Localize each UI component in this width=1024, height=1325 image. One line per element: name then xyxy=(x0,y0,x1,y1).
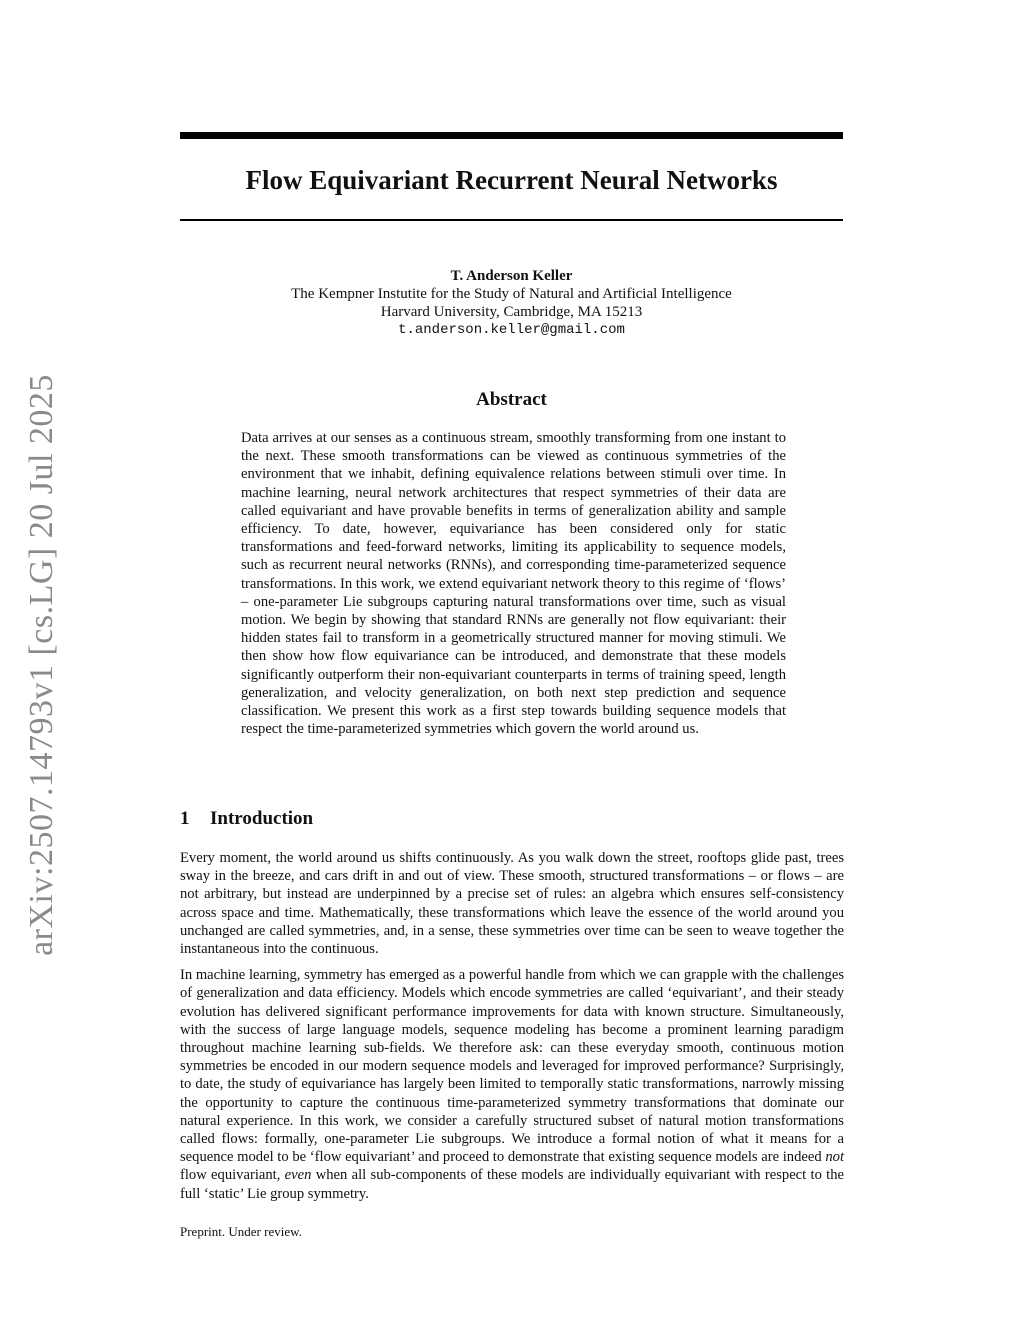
title-bottom-rule xyxy=(180,219,843,221)
introduction-body xyxy=(180,849,844,1211)
abstract-body: Data arrives at our senses as a continuous stream, smoothly transforming from one instant to the next. These smooth transformations can be viewed as continuous symmetries of the environment that we inhabit, defining equivalence relations between stimuli over time. In machine learning, neural network architectures that respect symmetries of their data are called equivariant and have provable benefits in terms of generalization ability and sample efficiency. To date, however, equivariance has been considered only for static transformations and feed-forward networks, limiting its applicability to sequence models, such as recurrent neural networks (RNNs), and corresponding time-parameterized sequence transformations. In this work, we extend equivariant network theory to this regime of ‘flows’ – one-parameter Lie subgroups capturing natural transformations over time, such as visual motion. We begin by showing that standard RNNs are generally not flow equivariant: their hidden states fail to transform in a geometrically structured manner for moving stimuli. We then show how flow equivariance can be introduced, and demonstrate that these models significantly outperform their non-equivariant counterparts in terms of training speed, length generalization, and velocity generalization, on both next step prediction and sequence classification. We present this work as a first step towards building sequence models that respect the time-parameterized symmetries which govern the world around us. xyxy=(241,430,786,738)
abstract-heading: Abstract xyxy=(476,389,547,410)
intro-paragraph-2-part-b: flow equivariant, xyxy=(180,1167,285,1184)
author-block xyxy=(180,267,843,339)
preprint-footer-note: Preprint. Under review. xyxy=(180,1224,302,1239)
author-affiliation-institute: The Kempner Instutite for the Study of Natural and Artificial Intelligence xyxy=(291,286,732,302)
intro-emphasis-not: not xyxy=(825,1149,844,1166)
paper-title: Flow Equivariant Recurrent Neural Networks xyxy=(245,165,778,195)
intro-paragraph-2-part-c: when all sub-components of these models are individually equivariant with respect to the full ‘static’ Lie group symmetry. xyxy=(180,1167,844,1202)
title-top-rule xyxy=(180,132,843,139)
section-heading-introduction xyxy=(180,806,313,832)
intro-paragraph-2-part-a: In machine learning, symmetry has emerged as a powerful handle from which we can grapple with the challenges of generalization and data efficiency. Models which encode symmetries are called ‘equivariant’, and their steady evolution has delivered significant performance improvements for data with known structure. Simultaneously, with the success of large language models, sequence modeling has become a prominent learning paradigm throughout machine learning sub-fields. We therefore ask: can these everyday smooth, continuous motion symmetries be encoded in our modern sequence models and leveraged for improved performance? Surprisingly, to date, the study of equivariance has largely been limited to temporally static transformations, narrowly missing the opportunity to capture the continuous time-parameterized symmetry transformations that dominate our natural experience. In this work, we consider a carefully structured subset of natural motion transformations called flows: formally, one-parameter Lie subgroups. We introduce a formal notion of what it means for a sequence model to be ‘flow equivariant’ and proceed to demonstrate that existing sequence models are indeed xyxy=(180,967,844,1166)
author-affiliation-university: Harvard University, Cambridge, MA 15213 xyxy=(380,304,643,320)
intro-paragraph-2 xyxy=(180,966,844,1203)
author-email: t.anderson.keller@gmail.com xyxy=(398,322,625,338)
intro-paragraph-1: Every moment, the world around us shifts continuously. As you walk down the street, rooftops glide past, trees sway in the breeze, and cars drift in and out of view. These smooth, structured transformations – or flows – are not arbitrary, but instead are underpinned by a precise set of rules: an algebra which ensures self-consistency across space and time. Mathematically, these transformations which leave the essence of the world around you unchanged are called symmetries, and, in a sense, these symmetries over time can be seen to weave together the instantaneous into the continuous. xyxy=(180,850,844,958)
intro-emphasis-even: even xyxy=(284,1167,312,1184)
section-number: 1 xyxy=(180,808,190,829)
author-name: T. Anderson Keller xyxy=(450,268,573,284)
arxiv-side-stamp: arXiv:2507.14793v1 [cs.LG] 20 Jul 2025 xyxy=(23,374,60,956)
section-title: Introduction xyxy=(210,808,314,829)
